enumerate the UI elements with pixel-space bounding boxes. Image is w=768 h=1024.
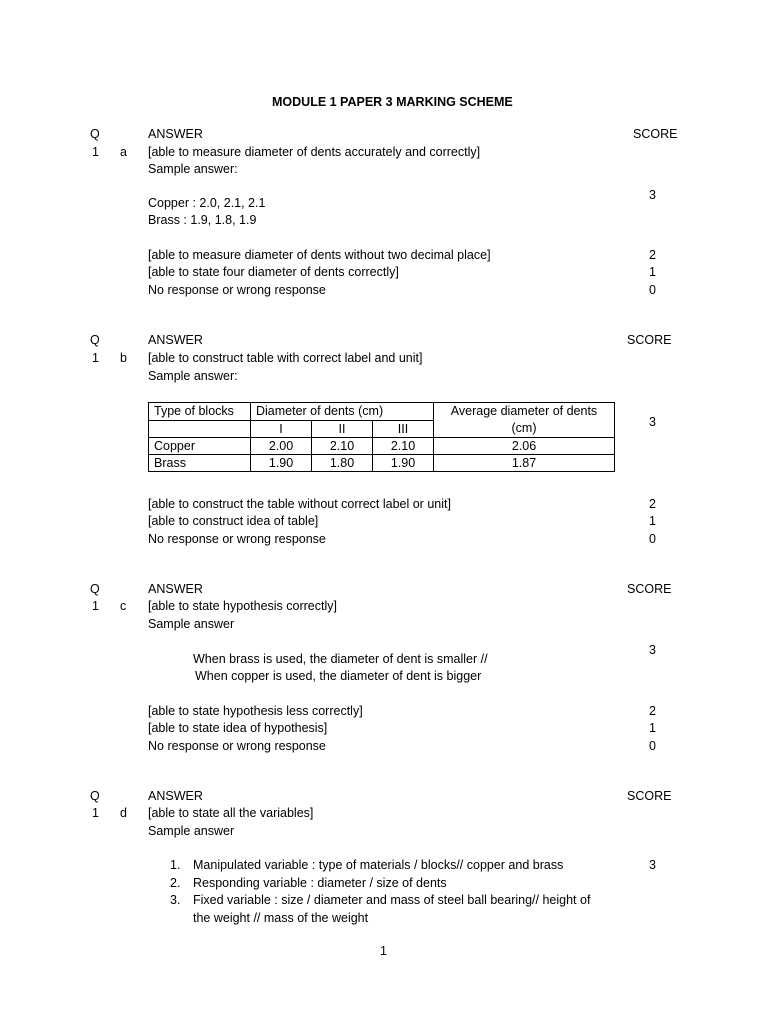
sample-label: Sample answer	[148, 617, 235, 631]
rubric-text: No response or wrong response	[148, 283, 326, 297]
table-cell-value: 1.80	[312, 455, 373, 472]
rubric-score: 0	[649, 532, 656, 546]
rubric-score: 2	[649, 704, 656, 718]
rubric-score: 2	[649, 497, 656, 511]
rubric-score: 2	[649, 248, 656, 262]
variable-text: Fixed variable : size / diameter and mass of steel ball bearing// height of	[193, 893, 591, 907]
answer-header: ANSWER	[148, 333, 203, 347]
criterion: [able to state hypothesis correctly]	[148, 599, 337, 613]
rubric-text: [able to construct the table without correct label or unit]	[148, 497, 451, 511]
rubric-text: No response or wrong response	[148, 739, 326, 753]
sample-line: When copper is used, the diameter of dent is bigger	[195, 669, 482, 683]
rubric-score: 1	[649, 265, 656, 279]
answer-header: ANSWER	[148, 127, 203, 141]
rubric-score: 0	[649, 739, 656, 753]
full-score: 3	[649, 643, 656, 657]
page-number: 1	[380, 944, 387, 958]
q-header: Q	[90, 127, 100, 141]
question-number: 1	[92, 806, 99, 820]
dent-diameter-table	[148, 402, 615, 472]
table-cell-value: 1.90	[251, 455, 312, 472]
table-header-row	[149, 403, 615, 421]
question-number: 1	[92, 145, 99, 159]
rubric-score: 1	[649, 514, 656, 528]
answer-header: ANSWER	[148, 789, 203, 803]
rubric-text: [able to measure diameter of dents without two decimal place]	[148, 248, 491, 262]
question-part: c	[120, 599, 127, 613]
full-score: 3	[649, 188, 656, 202]
variable-number: 3.	[170, 893, 181, 907]
score-header: SCORE	[633, 127, 678, 141]
table-subheader: I	[251, 420, 312, 438]
sample-label: Sample answer	[148, 824, 235, 838]
question-number: 1	[92, 599, 99, 613]
score-header: SCORE	[627, 333, 672, 347]
rubric-text: [able to state four diameter of dents correctly]	[148, 265, 399, 279]
criterion: [able to construct table with correct label and unit]	[148, 351, 423, 365]
question-part: b	[120, 351, 127, 365]
table-cell-type: Copper	[149, 438, 251, 455]
table-cell-value: 2.00	[251, 438, 312, 455]
sample-line: Brass : 1.9, 1.8, 1.9	[148, 213, 257, 227]
table-header-average-line: Average diameter of dents	[450, 404, 598, 418]
table-cell-empty	[149, 420, 251, 438]
table-header-type: Type of blocks	[149, 403, 251, 421]
table-row	[149, 438, 615, 455]
variable-number: 1.	[170, 858, 181, 872]
rubric-text: [able to construct idea of table]	[148, 514, 319, 528]
question-number: 1	[92, 351, 99, 365]
table-row	[149, 455, 615, 472]
rubric-text: No response or wrong response	[148, 532, 326, 546]
rubric-score: 0	[649, 283, 656, 297]
table-cell-value: 2.10	[373, 438, 434, 455]
table-cell-value: 1.90	[373, 455, 434, 472]
rubric-score: 1	[649, 721, 656, 735]
question-part: d	[120, 806, 127, 820]
question-part: a	[120, 145, 127, 159]
variable-number: 2.	[170, 876, 181, 890]
full-score: 3	[649, 858, 656, 872]
variable-text: Responding variable : diameter / size of dents	[193, 876, 447, 890]
q-header: Q	[90, 333, 100, 347]
table-subheader: II	[312, 420, 373, 438]
table-cell-average: 1.87	[434, 455, 615, 472]
q-header: Q	[90, 582, 100, 596]
variable-text: Manipulated variable : type of materials / blocks// copper and brass	[193, 858, 564, 872]
variable-continuation: the weight // mass of the weight	[193, 911, 369, 925]
answer-header: ANSWER	[148, 582, 203, 596]
sample-line: Copper : 2.0, 2.1, 2.1	[148, 196, 266, 210]
table-header-average-unit: (cm)	[511, 421, 537, 435]
sample-line: When brass is used, the diameter of dent is smaller //	[193, 652, 488, 666]
table-subheader: III	[373, 420, 434, 438]
sample-label: Sample answer:	[148, 369, 238, 383]
criterion: [able to measure diameter of dents accurately and correctly]	[148, 145, 481, 159]
rubric-text: [able to state idea of hypothesis]	[148, 721, 328, 735]
criterion: [able to state all the variables]	[148, 806, 314, 820]
table-cell-value: 2.10	[312, 438, 373, 455]
sample-label: Sample answer:	[148, 162, 238, 176]
rubric-text: [able to state hypothesis less correctly]	[148, 704, 363, 718]
score-header: SCORE	[627, 582, 672, 596]
table-header-average	[434, 403, 615, 438]
table-header-diameter: Diameter of dents (cm)	[251, 403, 434, 421]
q-header: Q	[90, 789, 100, 803]
table-cell-average: 2.06	[434, 438, 615, 455]
table-cell-type: Brass	[149, 455, 251, 472]
page-title: MODULE 1 PAPER 3 MARKING SCHEME	[272, 95, 513, 109]
score-header: SCORE	[627, 789, 672, 803]
full-score: 3	[649, 415, 656, 429]
